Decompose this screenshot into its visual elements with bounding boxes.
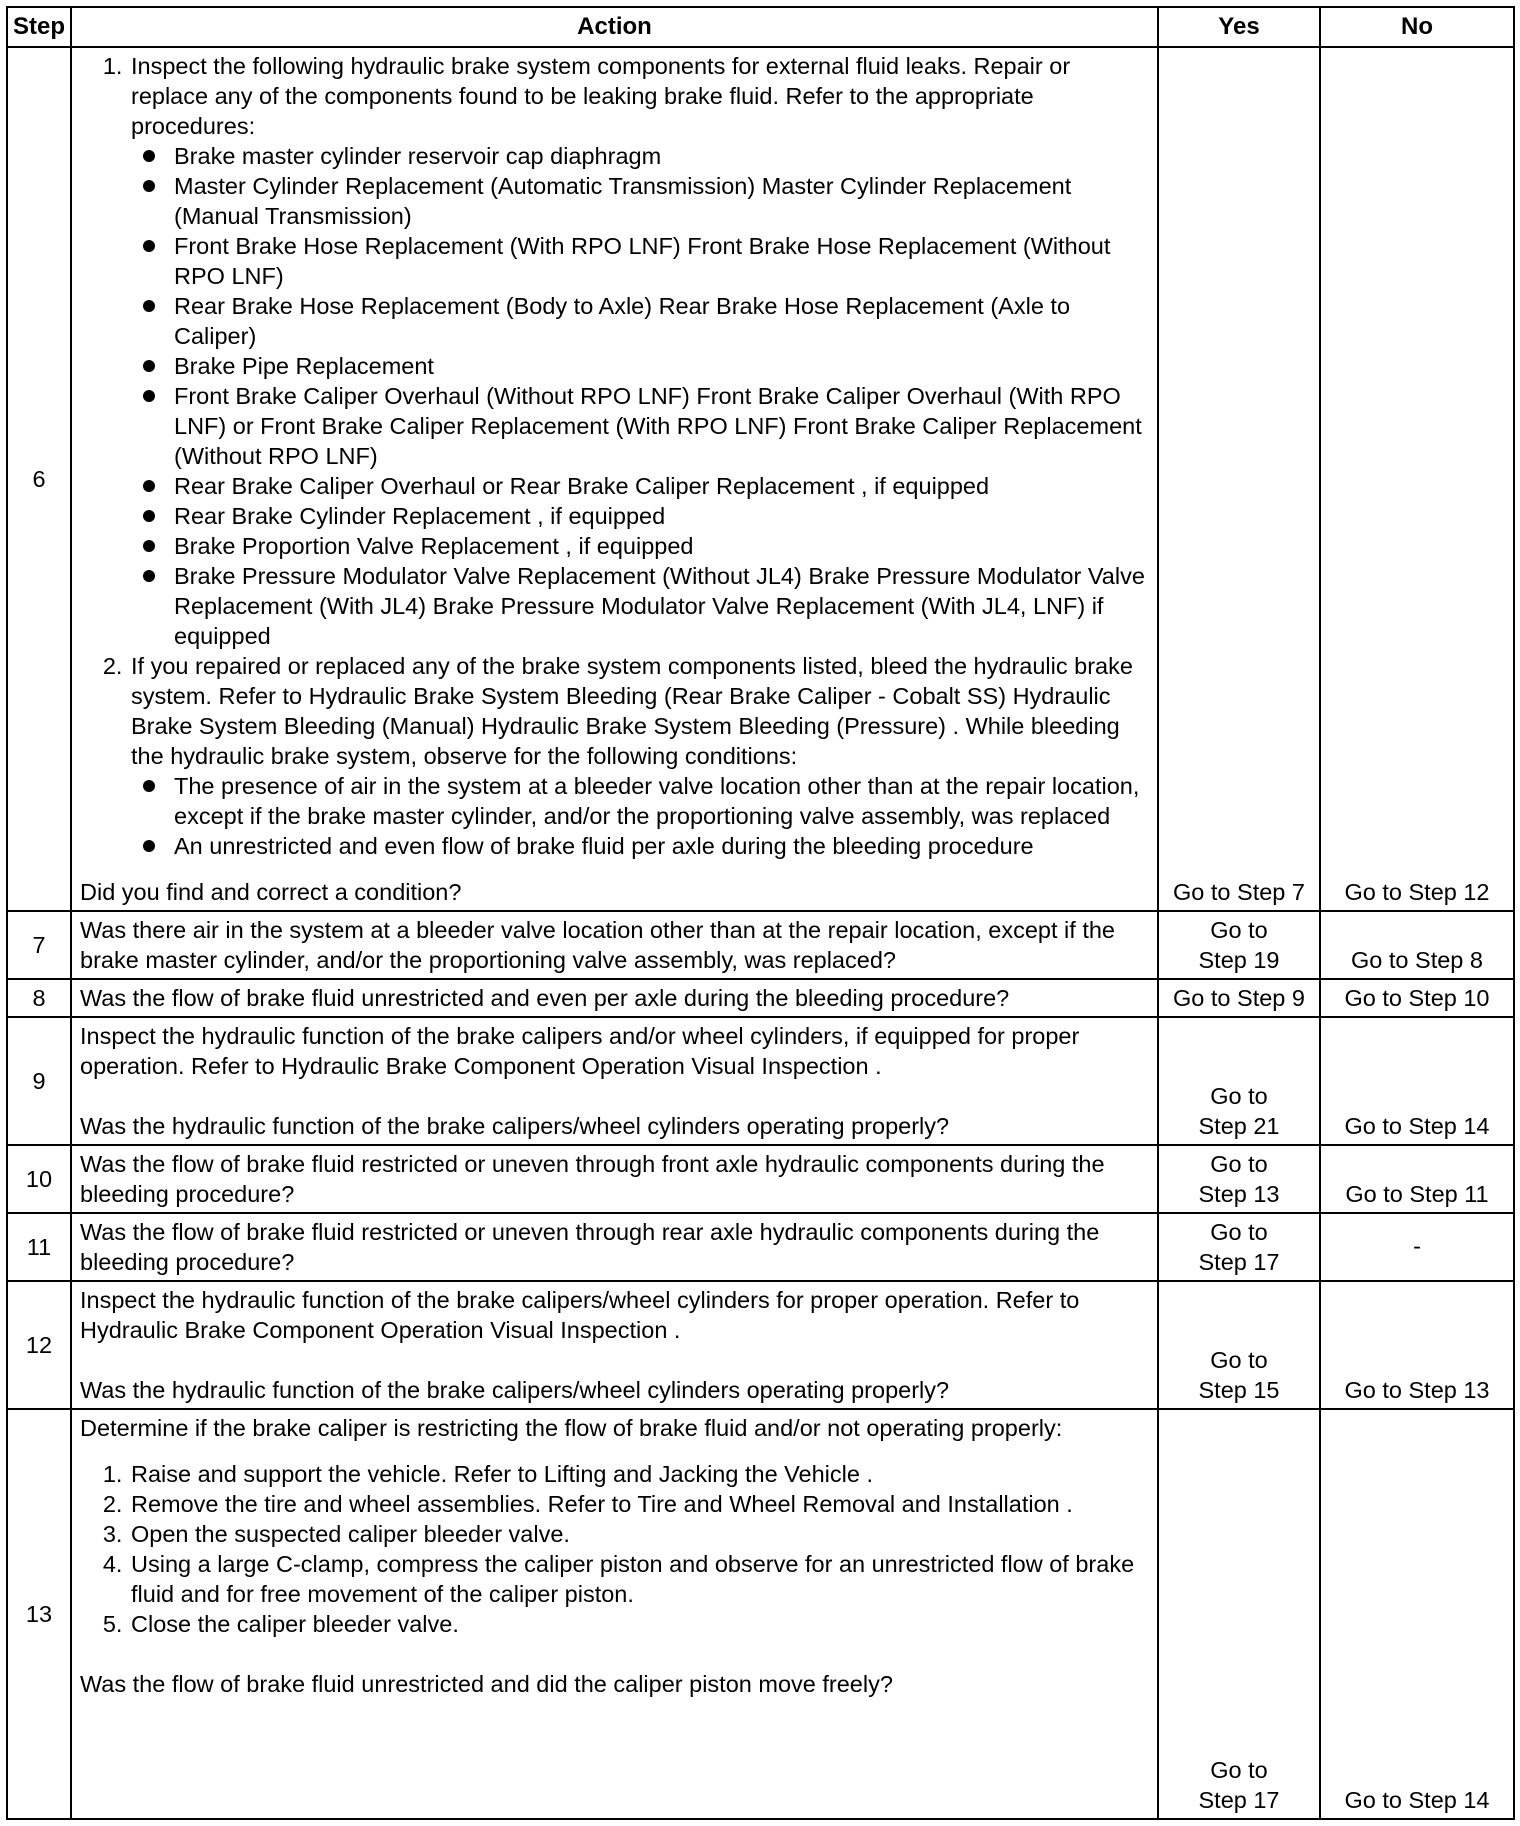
step-number: 13 [7, 1409, 71, 1819]
no-cell: Go to Step 8 [1320, 911, 1514, 979]
yes-line-1: Go to [1210, 1347, 1268, 1373]
list-item [129, 651, 1147, 861]
table-row-step-9 [7, 1017, 1514, 1145]
bullet-list [131, 141, 1147, 651]
step-number: 6 [7, 47, 71, 911]
step-number: 12 [7, 1281, 71, 1409]
header-action: Action [71, 7, 1158, 47]
instruction-text: Inspect the hydraulic function of the brake calipers/wheel cylinders for proper operation. Refer to Hydraulic Brake Component Operation Visual Inspection . [80, 1287, 1080, 1343]
action-cell [71, 1213, 1158, 1281]
yes-line-2: Step 15 [1198, 1377, 1280, 1403]
bullet-item: Front Brake Caliper Overhaul (Without RPO LNF) Front Brake Caliper Overhaul (With RPO LNF) or Front Brake Caliper Replacement (With RPO LNF) Front Brake Caliper Replacement (Without RPO LNF) [174, 381, 1147, 471]
question-text: Was there air in the system at a bleeder valve location other than at the repair location, except if the brake master cylinder, and/or the proportioning valve assembly, was replaced? [80, 917, 1115, 973]
question-text: Was the flow of brake fluid restricted or uneven through rear axle hydraulic components during the bleeding procedure? [80, 1219, 1100, 1275]
list-item: 4. Using a large C-clamp, compress the caliper piston and observe for an unrestricted flow of brake fluid and for free movement of the caliper piston. [129, 1549, 1147, 1609]
bullet-item: Brake master cylinder reservoir cap diaphragm [174, 141, 1147, 171]
header-no: No [1320, 7, 1514, 47]
yes-cell [1158, 1145, 1320, 1213]
yes-cell [1158, 1409, 1320, 1819]
no-cell: Go to Step 14 [1320, 1017, 1514, 1145]
yes-line-1: Go to [1210, 1757, 1268, 1783]
question-text: Did you find and correct a condition? [80, 879, 462, 905]
action-cell [71, 47, 1158, 911]
bullet-item: The presence of air in the system at a bleeder valve location other than at the repair location, except if the brake master cylinder, and/or the proportioning valve assembly, was replaced [174, 771, 1147, 831]
yes-cell [1158, 1213, 1320, 1281]
table-row-step-10 [7, 1145, 1514, 1213]
yes-line-1: Go to [1210, 1219, 1268, 1245]
step-number: 11 [7, 1213, 71, 1281]
yes-cell [1158, 1017, 1320, 1145]
list-item: 1. Raise and support the vehicle. Refer to Lifting and Jacking the Vehicle . [129, 1459, 1147, 1489]
list-item [129, 51, 1147, 651]
header-yes: Yes [1158, 7, 1320, 47]
bullet-item: Front Brake Hose Replacement (With RPO LNF) Front Brake Hose Replacement (Without RPO LNF) [174, 231, 1147, 291]
yes-line-2: Step 17 [1198, 1787, 1280, 1813]
list-item: 3. Open the suspected caliper bleeder valve. [129, 1519, 1147, 1549]
action-cell [71, 1017, 1158, 1145]
yes-cell: Go to Step 7 [1158, 47, 1320, 911]
table-header-row [7, 7, 1514, 47]
bullet-list [131, 771, 1147, 861]
list-item-text: Inspect the following hydraulic brake system components for external fluid leaks. Repair or replace any of the components found to be leaking brake fluid. Refer to the appropriate procedures: [131, 53, 1071, 139]
question-text: Was the flow of brake fluid unrestricted and even per axle during the bleeding procedure? [80, 985, 1010, 1011]
no-cell: Go to Step 13 [1320, 1281, 1514, 1409]
yes-cell: Go to Step 9 [1158, 979, 1320, 1017]
bullet-item: Brake Pipe Replacement [174, 351, 1147, 381]
list-item: 5. Close the caliper bleeder valve. [129, 1609, 1147, 1639]
question-text: Was the hydraulic function of the brake calipers/wheel cylinders operating properly? [80, 1377, 950, 1403]
step-number: 9 [7, 1017, 71, 1145]
list-item-text: If you repaired or replaced any of the brake system components listed, bleed the hydraulic brake system. Refer to Hydraulic Brake System Bleeding (Rear Brake Caliper - Cobalt SS) Hydraulic Brake System Bleeding (Manual) Hydraulic Brake System Bleeding (Pressure) . While bleeding the hydraulic brake system, observe for the following conditions: [131, 653, 1133, 769]
instruction-text: Inspect the hydraulic function of the brake calipers and/or wheel cylinders, if equipped for proper operation. Refer to Hydraulic Brake Component Operation Visual Inspection . [80, 1023, 1080, 1079]
table-row-step-13 [7, 1409, 1514, 1819]
numbered-list [80, 1459, 1147, 1639]
bullet-item: Rear Brake Caliper Overhaul or Rear Brake Caliper Replacement , if equipped [174, 471, 1147, 501]
action-cell [71, 911, 1158, 979]
yes-line-1: Go to [1210, 1151, 1268, 1177]
yes-line-1: Go to [1210, 1083, 1268, 1109]
bullet-item: Rear Brake Hose Replacement (Body to Axle) Rear Brake Hose Replacement (Axle to Caliper) [174, 291, 1147, 351]
table-row-step-7 [7, 911, 1514, 979]
yes-cell [1158, 911, 1320, 979]
yes-line-2: Step 19 [1198, 947, 1280, 973]
yes-line-2: Step 21 [1198, 1113, 1280, 1139]
bullet-item: Master Cylinder Replacement (Automatic Transmission) Master Cylinder Replacement (Manual Transmission) [174, 171, 1147, 231]
action-cell [71, 1281, 1158, 1409]
no-cell: - [1320, 1213, 1514, 1281]
bullet-item: Brake Proportion Valve Replacement , if equipped [174, 531, 1147, 561]
step-number: 8 [7, 979, 71, 1017]
table-row-step-12 [7, 1281, 1514, 1409]
step-number: 10 [7, 1145, 71, 1213]
no-cell: Go to Step 11 [1320, 1145, 1514, 1213]
numbered-list [80, 51, 1147, 861]
list-item: 2. Remove the tire and wheel assemblies. Refer to Tire and Wheel Removal and Installation . [129, 1489, 1147, 1519]
action-cell [71, 1409, 1158, 1819]
yes-line-1: Go to [1210, 917, 1268, 943]
yes-line-2: Step 13 [1198, 1181, 1280, 1207]
header-step: Step [7, 7, 71, 47]
no-cell: Go to Step 12 [1320, 47, 1514, 911]
table-row-step-8 [7, 979, 1514, 1017]
table-row-step-6 [7, 47, 1514, 911]
bullet-item: Brake Pressure Modulator Valve Replacement (Without JL4) Brake Pressure Modulator Valve Replacement (With JL4) Brake Pressure Modulator Valve Replacement (With JL4, LNF) if equipped [174, 561, 1147, 651]
question-text: Was the hydraulic function of the brake calipers/wheel cylinders operating properly? [80, 1113, 950, 1139]
action-cell [71, 979, 1158, 1017]
yes-line-2: Step 17 [1198, 1249, 1280, 1275]
instruction-text: Determine if the brake caliper is restricting the flow of brake fluid and/or not operating properly: [80, 1415, 1063, 1441]
step-number: 7 [7, 911, 71, 979]
action-cell [71, 1145, 1158, 1213]
no-cell: Go to Step 10 [1320, 979, 1514, 1017]
question-text: Was the flow of brake fluid unrestricted and did the caliper piston move freely? [80, 1671, 893, 1697]
question-text: Was the flow of brake fluid restricted or uneven through front axle hydraulic components during the bleeding procedure? [80, 1151, 1105, 1207]
yes-cell [1158, 1281, 1320, 1409]
bullet-item: An unrestricted and even flow of brake fluid per axle during the bleeding procedure [174, 831, 1147, 861]
bullet-item: Rear Brake Cylinder Replacement , if equipped [174, 501, 1147, 531]
diagnostic-table [6, 6, 1515, 1820]
table-row-step-11 [7, 1213, 1514, 1281]
no-cell: Go to Step 14 [1320, 1409, 1514, 1819]
